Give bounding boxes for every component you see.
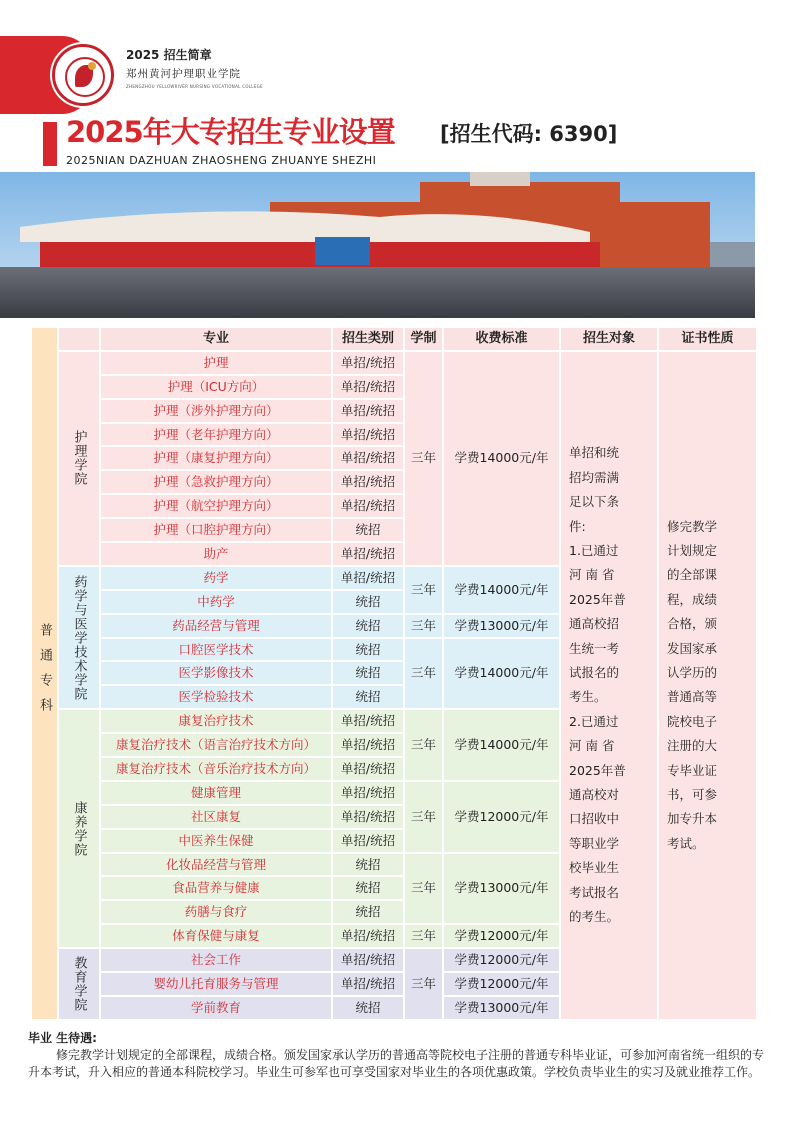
major-name: 婴幼儿托育服务与管理 <box>101 973 331 995</box>
enrollment-target-line: 考试报名 <box>569 884 620 900</box>
enrollment-type: 单招/统招 <box>333 352 403 374</box>
page-title-pinyin: 2025NIAN DAZHUAN ZHAOSHENG ZHUANYE SHEZHI <box>66 154 377 167</box>
duration: 三年 <box>405 854 442 924</box>
enrollment-type: 单招/统招 <box>333 830 403 852</box>
college-cell <box>59 710 99 947</box>
college-name: 康养学院 <box>71 800 87 857</box>
duration: 三年 <box>405 925 442 947</box>
column-header: 招生对象 <box>561 328 657 350</box>
major-name: 药膳与食疗 <box>101 901 331 923</box>
major-name: 药学 <box>101 567 331 589</box>
brochure-subtitle: 2025 招生简章 <box>126 48 212 62</box>
certificate-line: 加专升本 <box>667 811 718 827</box>
enrollment-type: 单招/统招 <box>333 973 403 995</box>
page-title: 2025年大专招生专业设置 <box>66 115 395 149</box>
duration: 三年 <box>405 782 442 852</box>
level-cell <box>32 328 57 1019</box>
tuition-fee: 学费13000元/年 <box>444 854 559 924</box>
enrollment-type: 单招/统招 <box>333 734 403 756</box>
graduate-benefits-text: 修完教学计划规定的全部课程，成绩合格。颁发国家承认学历的普通高等院校电子注册的普通专科毕业证，可参加河南省统一组织的专升本考试，升入相应的普通本科院校学习。毕业生可参军也可享受国家对毕业生的各项优惠政策。学校负责毕业生的实习及就业推荐工作。 <box>28 1048 765 1079</box>
tuition-fee: 学费12000元/年 <box>444 782 559 852</box>
enrollment-type: 单招/统招 <box>333 543 403 565</box>
tuition-fee: 学费14000元/年 <box>444 352 559 565</box>
major-name: 护理（急救护理方向） <box>101 471 331 493</box>
duration: 三年 <box>405 352 442 565</box>
major-name: 社区康复 <box>101 806 331 828</box>
level-label: 普通专科 <box>37 623 52 724</box>
enrollment-target-line: 的考生。 <box>569 909 620 925</box>
enrollment-type: 单招/统招 <box>333 424 403 446</box>
college-name: 药学与医学技术学院 <box>71 574 87 701</box>
major-name: 护理（涉外护理方向） <box>101 400 331 422</box>
certificate-line: 普通高等 <box>667 689 718 705</box>
certificate-line: 计划规定 <box>667 542 718 558</box>
enrollment-target-line: 足以下条 <box>569 494 620 510</box>
major-name: 护理（ICU方向） <box>101 376 331 398</box>
column-header: 证书性质 <box>659 328 756 350</box>
enrollment-type: 单招/统招 <box>333 758 403 780</box>
certificate-line: 专毕业证 <box>667 762 718 778</box>
major-name: 体育保健与康复 <box>101 925 331 947</box>
column-header: 招生类别 <box>333 328 403 350</box>
enrollment-type: 单招/统招 <box>333 400 403 422</box>
major-name: 化妆品经营与管理 <box>101 854 331 876</box>
enrollment-type: 单招/统招 <box>333 471 403 493</box>
enrollment-target-line: 通高校招 <box>569 616 620 632</box>
school-name-en: ZHENGZHOU YELLOWRIVER NURSING VOCATIONAL COLLEGE <box>126 84 263 89</box>
enrollment-target-line: 2.已通过 <box>569 713 619 729</box>
graduate-benefits-heading: 毕业 生待遇: <box>28 1031 97 1045</box>
duration: 三年 <box>405 639 442 709</box>
enrollment-target-line: 校毕业生 <box>569 860 620 876</box>
enrollment-type: 统招 <box>333 615 403 637</box>
major-name: 医学影像技术 <box>101 662 331 684</box>
enrollment-target-line: 2025年普 <box>569 591 626 607</box>
enrollment-type: 统招 <box>333 854 403 876</box>
certificate-line: 认学历的 <box>667 664 718 680</box>
enrollment-type: 统招 <box>333 686 403 708</box>
college-cell <box>59 352 99 565</box>
major-name: 食品营养与健康 <box>101 877 331 899</box>
enrollment-target-line: 2025年普 <box>569 762 626 778</box>
enrollment-type: 单招/统招 <box>333 447 403 469</box>
certificate-line: 考试。 <box>667 835 705 851</box>
school-name: 郑州黄河护理职业学院 <box>126 68 241 80</box>
table-row <box>32 352 756 374</box>
major-name: 社会工作 <box>101 949 331 971</box>
major-name: 护理（航空护理方向） <box>101 495 331 517</box>
enrollment-type: 统招 <box>333 519 403 541</box>
tuition-fee: 学费13000元/年 <box>444 997 559 1019</box>
school-logo <box>52 44 114 106</box>
enrollment-target-line: 生统一考 <box>569 640 620 656</box>
enrollment-target-line: 考生。 <box>569 689 607 705</box>
enrollment-type: 单招/统招 <box>333 782 403 804</box>
major-name: 助产 <box>101 543 331 565</box>
major-name: 康复治疗技术 <box>101 710 331 732</box>
tuition-fee: 学费12000元/年 <box>444 973 559 995</box>
enrollment-target-line: 1.已通过 <box>569 542 619 558</box>
title-accent-bar <box>43 122 57 166</box>
enrollment-code: [招生代码: 6390] <box>440 122 618 146</box>
certificate-line: 修完教学 <box>667 518 718 534</box>
graduate-benefits <box>28 1030 773 1081</box>
college-name: 护理学院 <box>71 430 87 487</box>
major-name: 医学检验技术 <box>101 686 331 708</box>
enrollment-type: 单招/统招 <box>333 925 403 947</box>
enrollment-target-line: 口招收中 <box>569 811 620 827</box>
major-name: 口腔医学技术 <box>101 639 331 661</box>
major-name: 学前教育 <box>101 997 331 1019</box>
majors-table <box>30 326 758 1021</box>
major-name: 护理（康复护理方向） <box>101 447 331 469</box>
enrollment-type: 单招/统招 <box>333 495 403 517</box>
enrollment-type: 统招 <box>333 877 403 899</box>
header-blank <box>59 328 99 350</box>
enrollment-target-cell <box>561 352 657 1019</box>
tuition-fee: 学费13000元/年 <box>444 615 559 637</box>
enrollment-type: 统招 <box>333 591 403 613</box>
duration: 三年 <box>405 710 442 780</box>
enrollment-type: 单招/统招 <box>333 376 403 398</box>
enrollment-target-line: 河 南 省 <box>569 738 615 754</box>
certificate-cell <box>659 352 756 1019</box>
column-header: 专业 <box>101 328 331 350</box>
enrollment-type: 统招 <box>333 997 403 1019</box>
major-name: 康复治疗技术（语言治疗技术方向） <box>101 734 331 756</box>
certificate-line: 的全部课 <box>667 567 718 583</box>
enrollment-target-line: 招均需满 <box>569 469 620 485</box>
enrollment-target-line: 通高校对 <box>569 786 620 802</box>
certificate-line: 程，成绩 <box>667 591 718 607</box>
enrollment-target-line: 件: <box>569 518 586 534</box>
enrollment-type: 统招 <box>333 639 403 661</box>
college-name: 教育学院 <box>71 955 87 1012</box>
enrollment-target-line: 等职业学 <box>569 835 620 851</box>
major-name: 中医养生保健 <box>101 830 331 852</box>
column-header: 学制 <box>405 328 442 350</box>
enrollment-type: 单招/统招 <box>333 806 403 828</box>
tuition-fee: 学费12000元/年 <box>444 949 559 971</box>
certificate-line: 注册的大 <box>667 738 718 754</box>
enrollment-type: 单招/统招 <box>333 949 403 971</box>
certificate-line: 发国家承 <box>667 640 718 656</box>
major-name: 中药学 <box>101 591 331 613</box>
major-name: 护理（老年护理方向） <box>101 424 331 446</box>
certificate-line: 合格，颁 <box>667 616 718 632</box>
duration: 三年 <box>405 615 442 637</box>
certificate-line: 院校电子 <box>667 713 718 729</box>
enrollment-type: 统招 <box>333 662 403 684</box>
campus-ceremony-photo <box>0 172 755 318</box>
major-name: 健康管理 <box>101 782 331 804</box>
tuition-fee: 学费14000元/年 <box>444 710 559 780</box>
enrollment-target-line: 试报名的 <box>569 664 620 680</box>
enrollment-type: 单招/统招 <box>333 567 403 589</box>
certificate-line: 书，可参 <box>667 786 718 802</box>
college-cell <box>59 567 99 708</box>
tuition-fee: 学费14000元/年 <box>444 639 559 709</box>
major-name: 护理（口腔护理方向） <box>101 519 331 541</box>
duration: 三年 <box>405 567 442 613</box>
major-name: 护理 <box>101 352 331 374</box>
enrollment-target-line: 河 南 省 <box>569 567 615 583</box>
enrollment-type: 单招/统招 <box>333 710 403 732</box>
column-header: 收费标准 <box>444 328 559 350</box>
tuition-fee: 学费14000元/年 <box>444 567 559 613</box>
college-cell <box>59 949 99 1019</box>
enrollment-type: 统招 <box>333 901 403 923</box>
major-name: 康复治疗技术（音乐治疗技术方向） <box>101 758 331 780</box>
table-header-row <box>32 328 756 350</box>
major-name: 药品经营与管理 <box>101 615 331 637</box>
enrollment-target-line: 单招和统 <box>569 445 620 461</box>
duration: 三年 <box>405 949 442 1019</box>
tuition-fee: 学费12000元/年 <box>444 925 559 947</box>
